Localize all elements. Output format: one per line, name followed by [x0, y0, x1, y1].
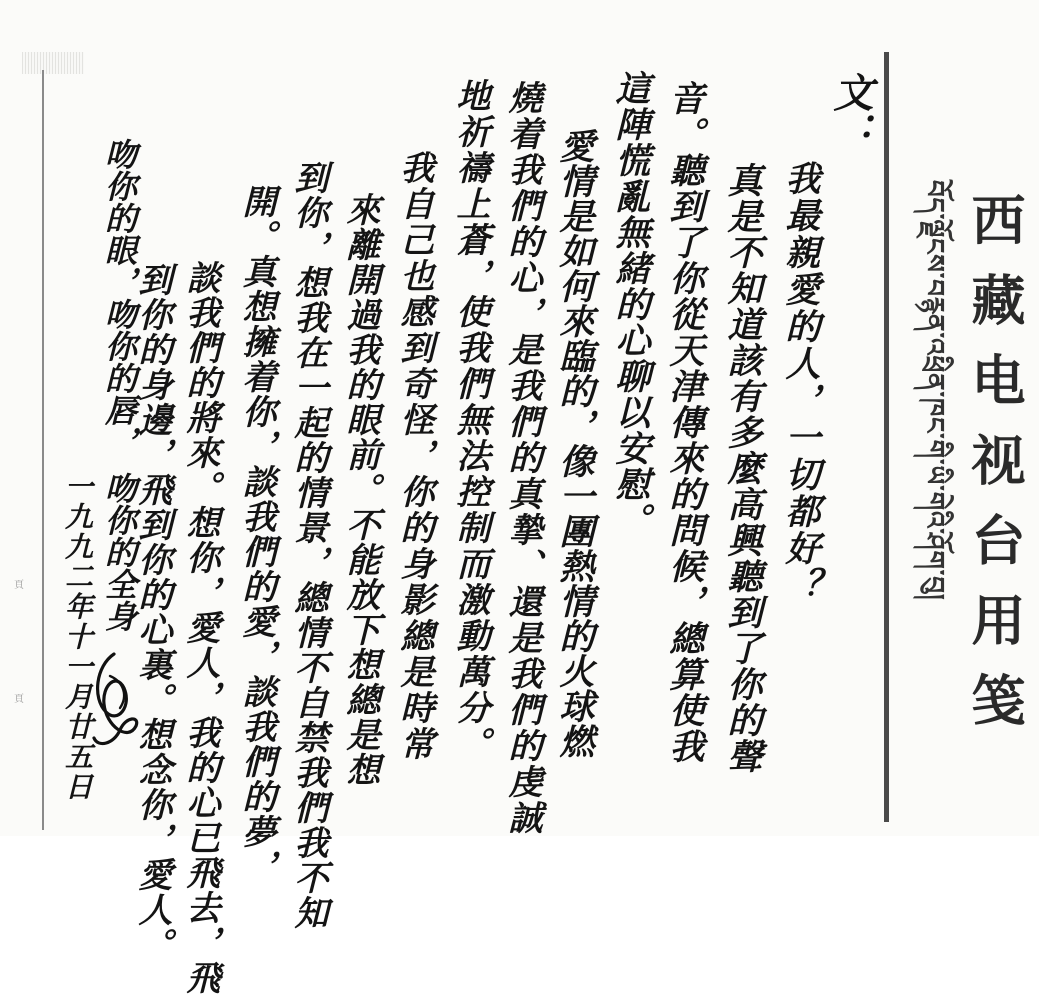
letter-column: 到你，想我在一起的情景，總情不自禁我們我不知 [288, 160, 328, 930]
letter-closing-column: 吻你的眼，吻你的唇， [100, 138, 138, 458]
salutation: 文： [827, 72, 874, 152]
signature-mark [84, 646, 144, 756]
letter-column: 我自己也感到奇怪，你的身影總是時常 [394, 150, 434, 762]
letter-column: 愛情是如何來臨的，像一團熱情的火球燃 [554, 128, 595, 758]
letter-column: 地祈禱上蒼，使我們無法控制而激動萬分。 [450, 78, 490, 762]
letter-column: 來離開過我的眼前。不能放下想總是想 [340, 192, 380, 787]
letter-column: 音。聽到了你從天津傳來的問候，總算使我 [664, 80, 705, 764]
letter-column: 開。真想擁着你，談我們的愛，談我們的夢， [236, 184, 276, 884]
letterhead-tibetan-text: བོད་ལྗོངས་བརྙན་འཕྲིན་ཁང་གི་ཡི་གེའི་ཤོག་བུ། [919, 180, 949, 601]
letter-column: 談我們的將來。想你，愛人，我的心已飛去，飛 [180, 260, 220, 995]
letter-body [56, 52, 882, 995]
letter-column: 我最親愛的人，一切都好？ [780, 160, 821, 604]
letter-closing-column: 吻你的全身 [100, 472, 138, 632]
left-margin-rule [42, 70, 44, 830]
letterhead-divider-rule [884, 52, 889, 822]
letter-column: 燒着我們的心，是我們的真摯、還是我們的虔誠 [502, 80, 542, 836]
letter-column: 到你的身邊，飛到你的心裏。想念你，愛人。 [132, 262, 172, 962]
letter-column: 這陣慌亂無緒的心聊以安慰。 [610, 70, 651, 538]
letterhead [893, 60, 1033, 800]
letter-date: 一九九二年十一月廿五日 [61, 472, 94, 802]
letter-column: 真是不知道該有多麼高興聽到了你的聲 [722, 162, 763, 774]
letterhead-title: 西藏电视台用笺 [963, 192, 1027, 752]
page-mark: 頁 [14, 580, 24, 591]
page-mark: 頁 [14, 694, 24, 705]
